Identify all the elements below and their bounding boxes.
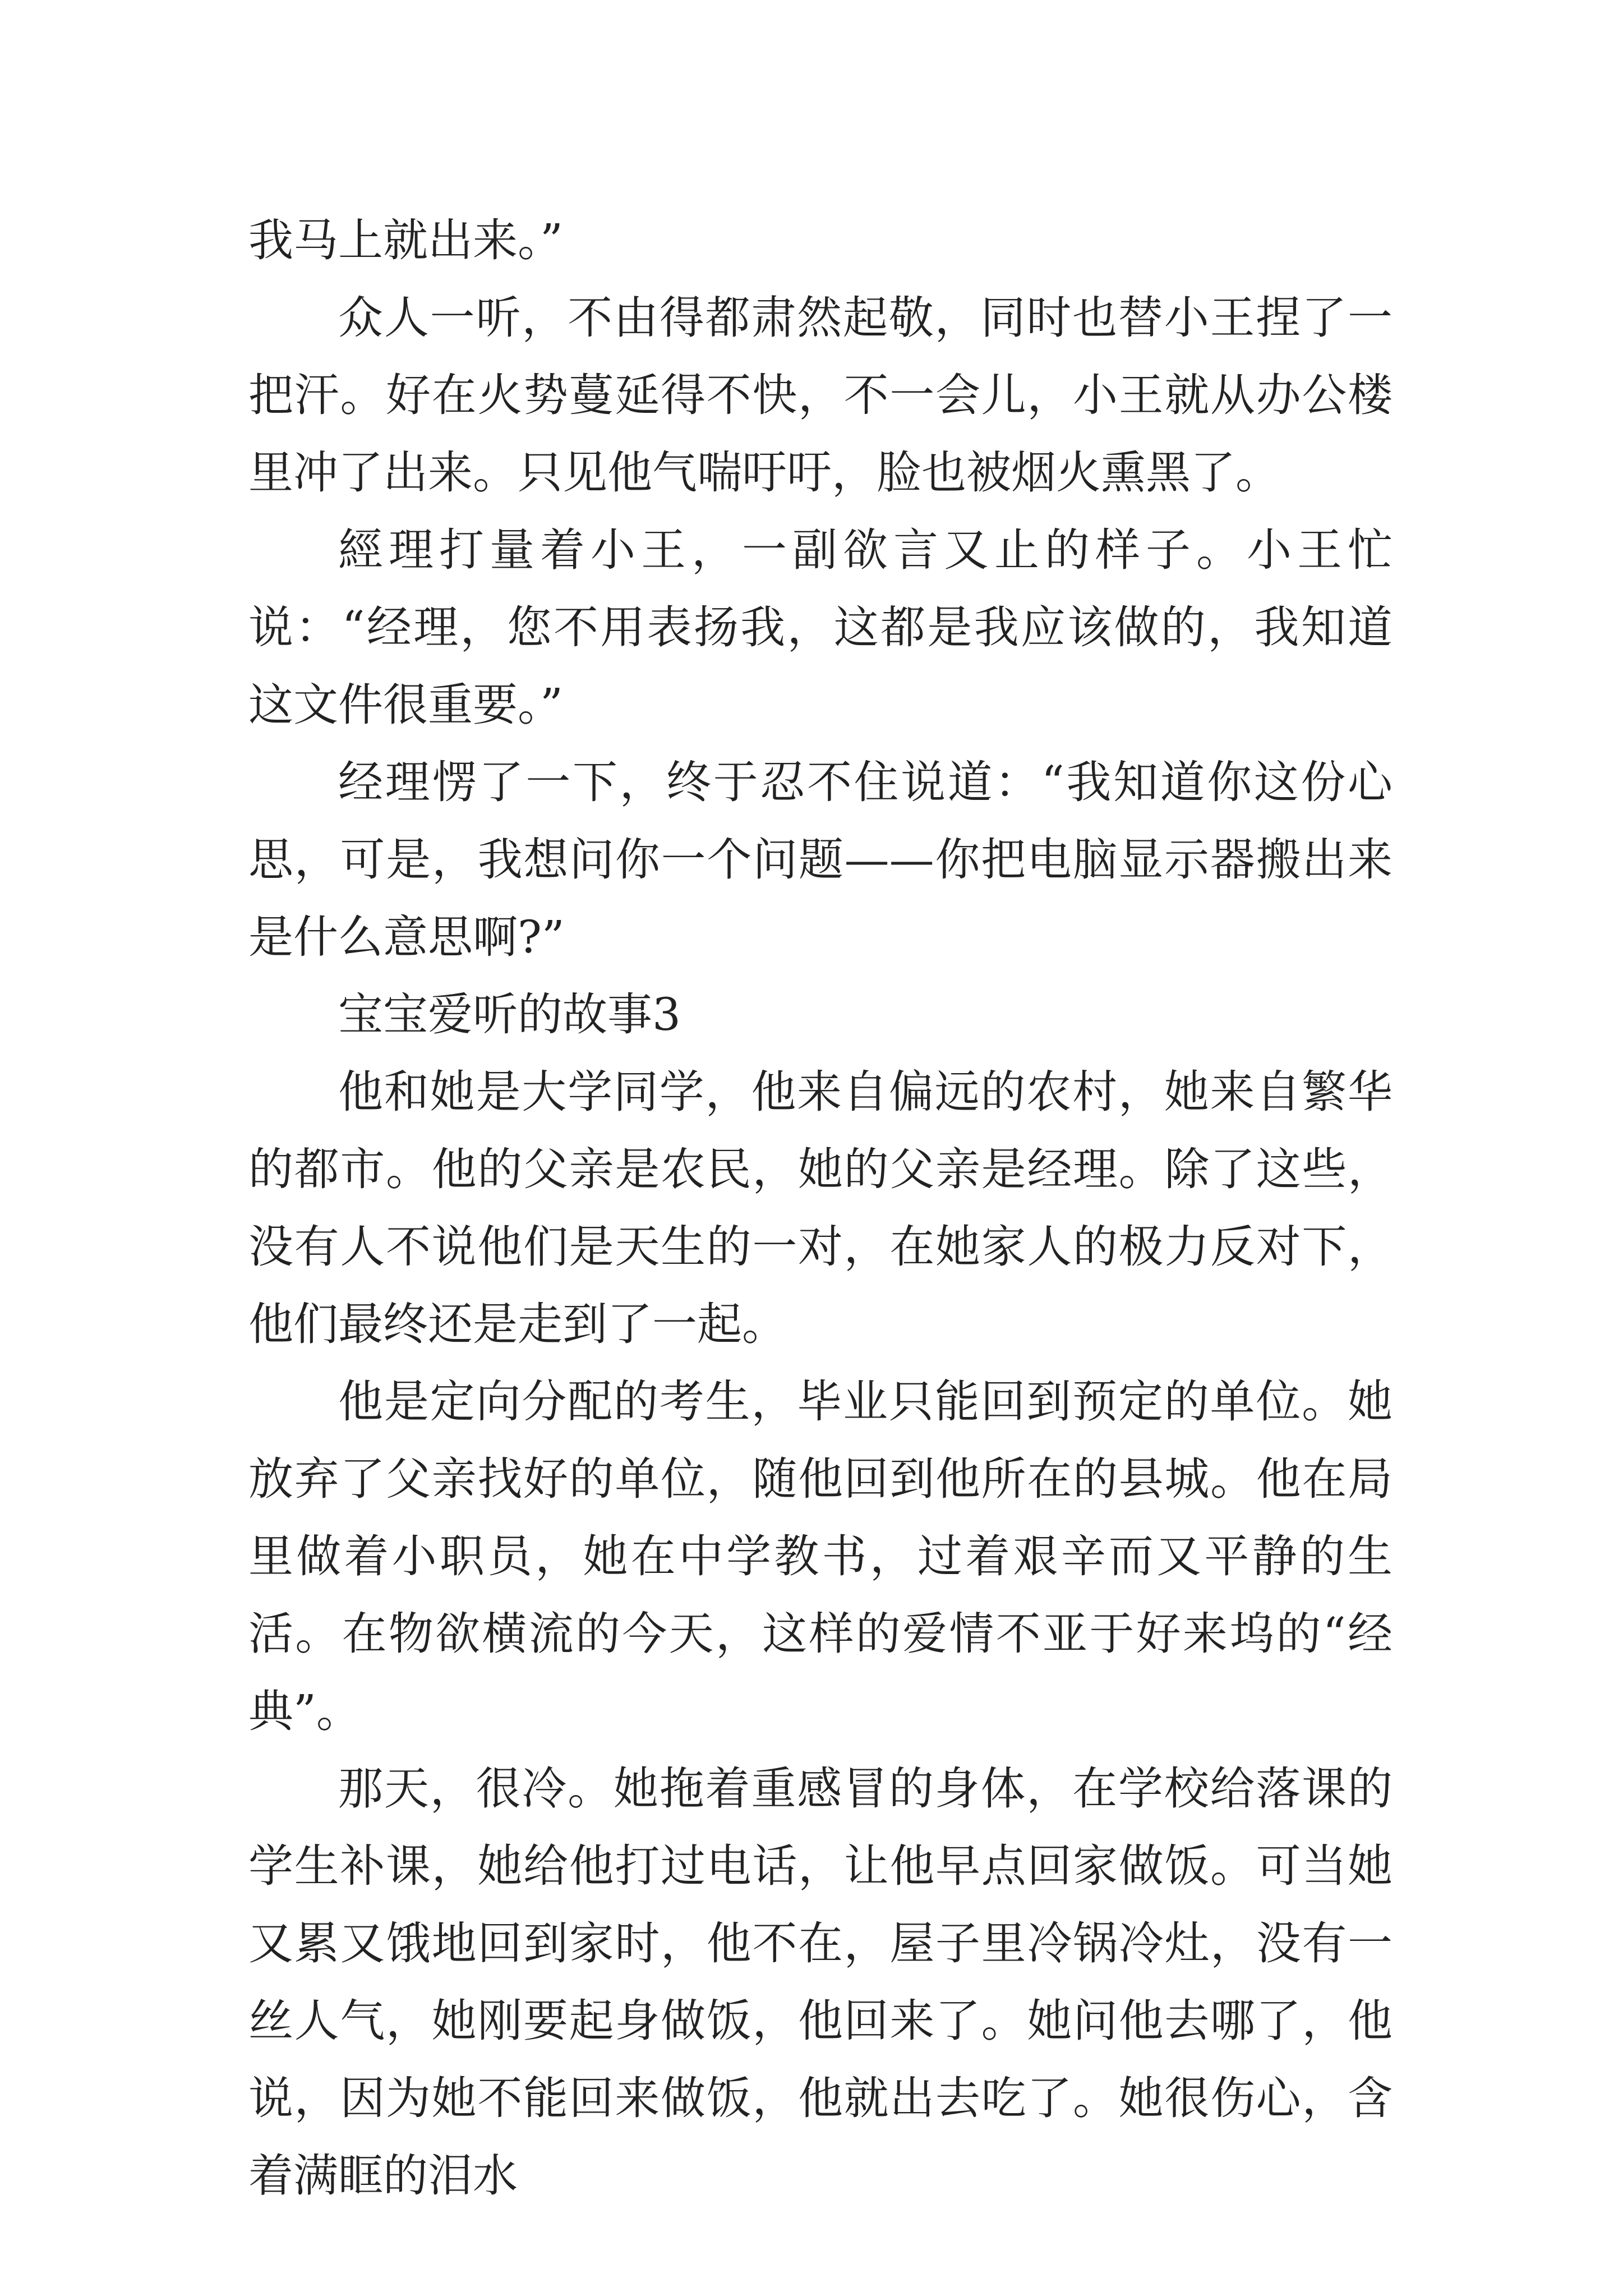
paragraph: 那天，很冷。她拖着重感冒的身体，在学校给落课的学生补课，她给他打过电话，让他早点回家做饭。可当她又累又饿地回到家时，他不在，屋子里冷锅冷灶，没有一丝人气，她刚要起身做饭，他回来了。她问他去哪了，他说，因为她不能回来做饭，他就出去吃了。她很伤心，含着满眶的泪水 (248, 1763, 1393, 2202)
document-body (248, 202, 1393, 2215)
paragraph: 經理打量着小王，一副欲言又止的样子。小王忙说：“经理，您不用表扬我，这都是我应该做的，我知道这文件很重要。” (248, 524, 1393, 731)
paragraph: 众人一听，不由得都肃然起敬，同时也替小王捏了一把汗。好在火势蔓延得不快，不一会儿，小王就从办公楼里冲了出来。只见他气喘吁吁，脸也被烟火熏黑了。 (248, 292, 1393, 499)
paragraph: 经理愣了一下，终于忍不住说道：“我知道你这份心思，可是，我想问你一个问题——你把电脑显示器搬出来是什么意思啊?” (248, 756, 1393, 963)
section-heading: 宝宝爱听的故事3 (338, 988, 681, 1041)
paragraph: 他和她是大学同学，他来自偏远的农村，她来自繁华的都市。他的父亲是农民，她的父亲是经理。除了这些，没有人不说他们是天生的一对，在她家人的极力反对下，他们最终还是走到了一起。 (248, 1066, 1393, 1350)
paragraph-continuation: 我马上就出来。” (248, 214, 563, 266)
paragraph: 他是定向分配的考生，毕业只能回到预定的单位。她放弃了父亲找好的单位，随他回到他所在的县城。他在局里做着小职员，她在中学教书，过着艰辛而又平静的生活。在物欲横流的今天，这样的爱情不亚于好来坞的“经典”。 (248, 1375, 1393, 1737)
